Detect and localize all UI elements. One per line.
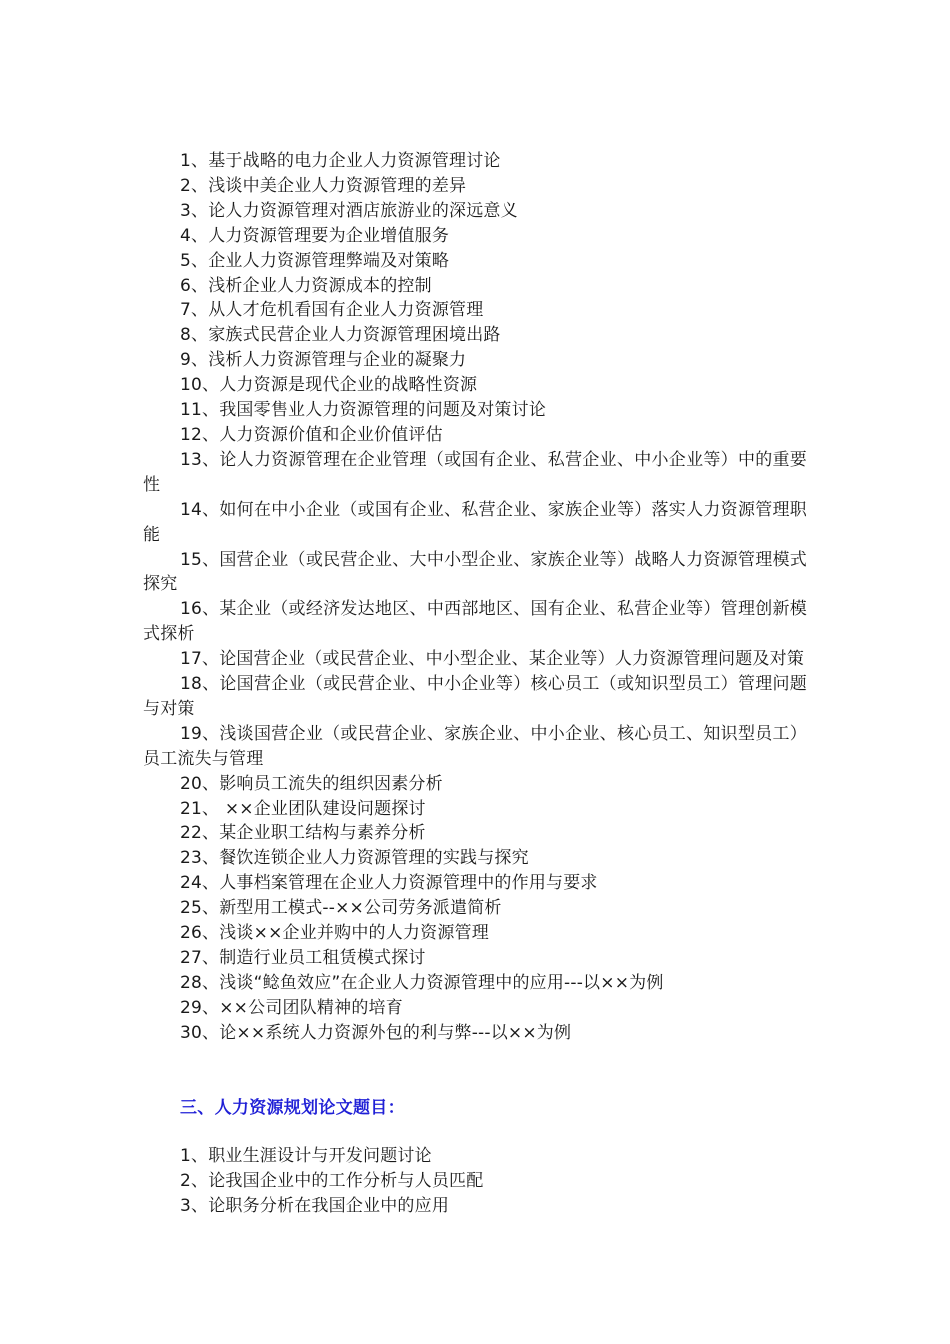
list-item: 27、制造行业员工租赁模式探讨 (180, 948, 426, 968)
list-item: 19、浅谈国营企业（或民营企业、家族企业、中小企业、核心员工、知识型员工）员工流失与管理 (143, 723, 807, 769)
list-item: 10、人力资源是现代企业的战略性资源 (180, 375, 478, 396)
list-item: 30、论××系统人力资源外包的利与弊---以××为例 (180, 1022, 572, 1043)
list-item: 3、论职务分析在我国企业中的应用 (180, 1195, 450, 1216)
list-item: 6、浅析企业人力资源成本的控制 (180, 275, 432, 296)
list-item: 12、人力资源价值和企业价值评估 (180, 424, 443, 445)
list-item: 5、企业人力资源管理弊端及对策略 (180, 250, 450, 271)
list-item: 2、论我国企业中的工作分析与人员匹配 (180, 1170, 484, 1191)
list-item: 2、浅谈中美企业人力资源管理的差异 (180, 175, 467, 196)
list-item: 7、从人才危机看国有企业人力资源管理 (180, 300, 484, 321)
section-topic-list (143, 1144, 807, 1219)
list-item: 23、餐饮连锁企业人力资源管理的实践与探究 (180, 848, 529, 869)
list-item: 28、浅谈“鲶鱼效应”在企业人力资源管理中的应用---以××为例 (180, 972, 664, 993)
list-item: 21、 ××企业团队建设问题探讨 (180, 798, 426, 819)
list-item: 1、职业生涯设计与开发问题讨论 (180, 1146, 432, 1166)
list-item: 3、论人力资源管理对酒店旅游业的深远意义 (180, 200, 518, 221)
list-item: 24、人事档案管理在企业人力资源管理中的作用与要求 (180, 873, 598, 894)
list-item: 20、影响员工流失的组织因素分析 (180, 773, 443, 794)
list-item: 14、如何在中小企业（或国有企业、私营企业、家族企业等）落实人力资源管理职能 (143, 499, 807, 545)
list-item: 16、某企业（或经济发达地区、中西部地区、国有企业、私营企业等）管理创新模式探析 (143, 599, 807, 645)
list-item: 1、基于战略的电力企业人力资源管理讨论 (180, 151, 501, 171)
topic-list (143, 149, 807, 1046)
section-heading: 三、人力资源规划论文题目： (180, 1098, 405, 1118)
list-item: 11、我国零售业人力资源管理的问题及对策讨论 (180, 400, 547, 421)
list-item: 22、某企业职工结构与素养分析 (180, 823, 426, 844)
list-item: 13、论人力资源管理在企业管理（或国有企业、私营企业、中小企业等）中的重要性 (143, 449, 807, 495)
list-item: 18、论国营企业（或民营企业、中小企业等）核心员工（或知识型员工）管理问题与对策 (143, 674, 807, 719)
list-item: 8、家族式民营企业人力资源管理困境出路 (180, 325, 501, 346)
list-item: 25、新型用工模式--××公司劳务派遣简析 (180, 898, 502, 919)
list-item: 26、浅谈××企业并购中的人力资源管理 (180, 923, 489, 944)
list-item: 29、××公司团队精神的培育 (180, 997, 403, 1018)
list-item: 4、人力资源管理要为企业增值服务 (180, 225, 450, 246)
list-item: 17、论国营企业（或民营企业、中小型企业、某企业等）人力资源管理问题及对策 (180, 649, 805, 670)
list-item: 15、国营企业（或民营企业、大中小型企业、家族企业等）战略人力资源管理模式探究 (143, 549, 807, 595)
list-item: 9、浅析人力资源管理与企业的凝聚力 (180, 350, 467, 371)
